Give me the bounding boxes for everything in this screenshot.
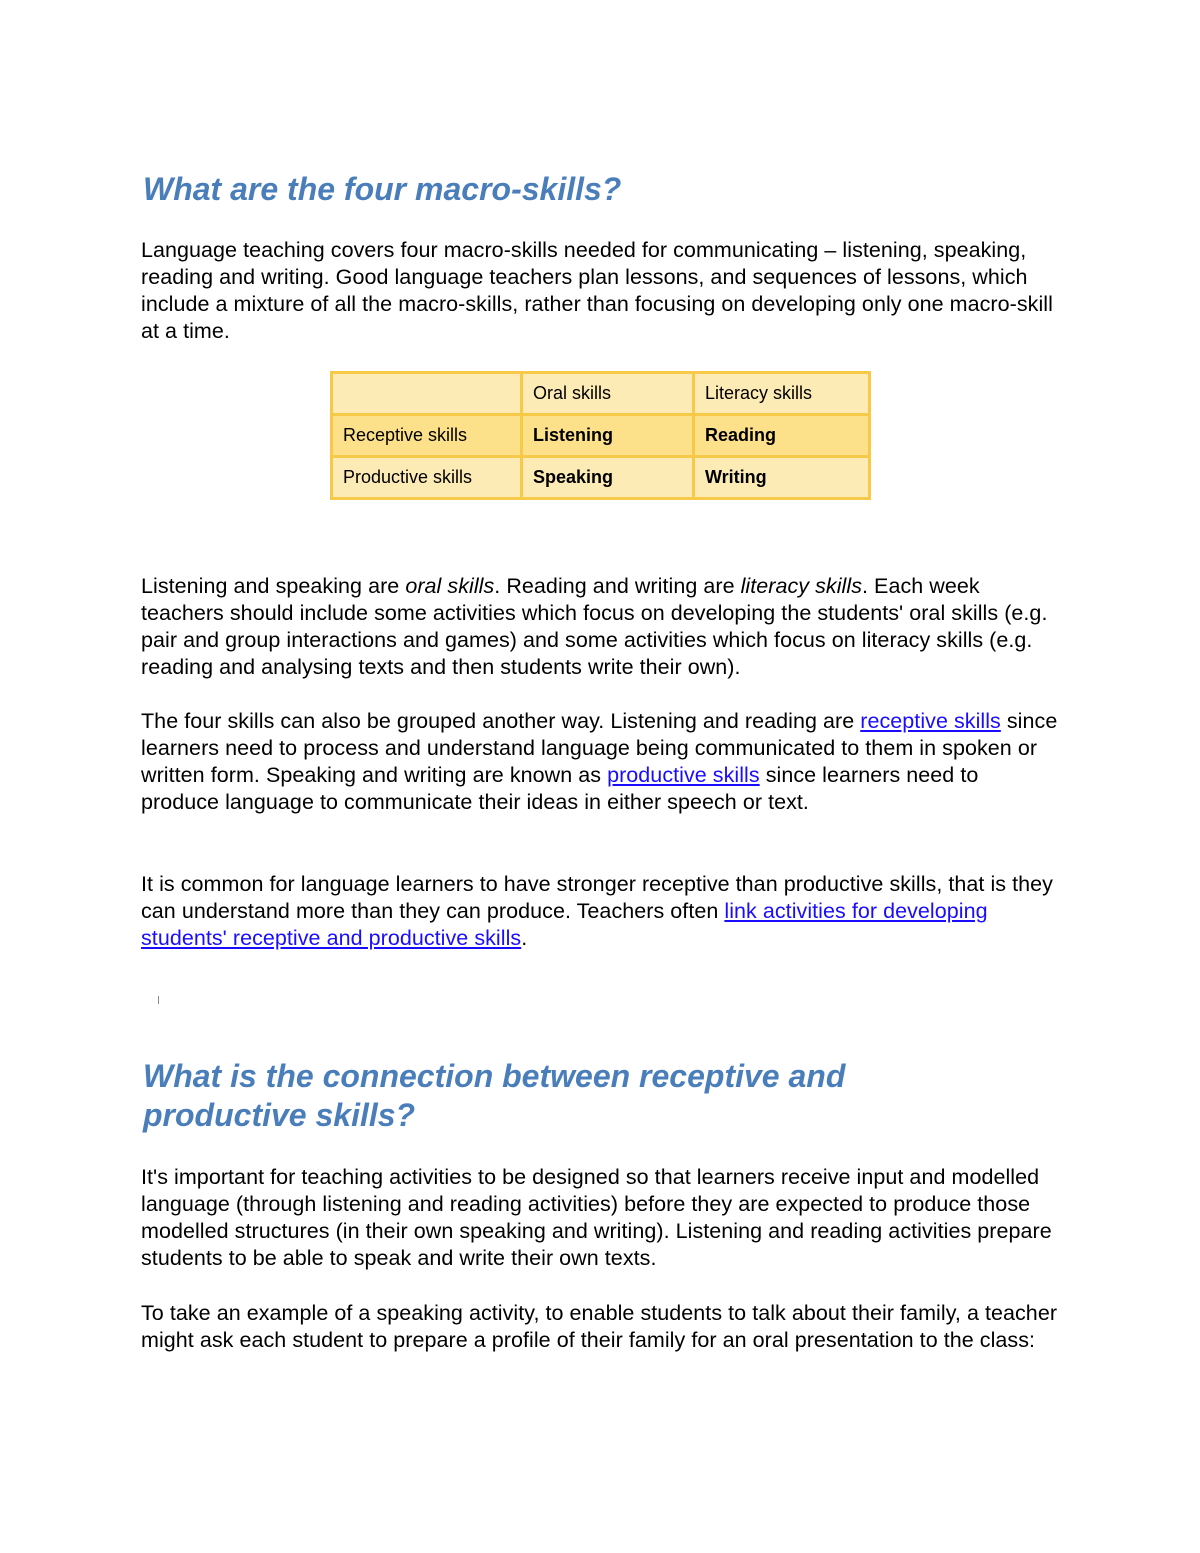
table-cell-reading: Reading [694,415,870,457]
stray-mark [158,996,159,1004]
table-row-label: Receptive skills [332,415,522,457]
table-cell-writing: Writing [694,457,870,499]
table-header-row [332,373,870,415]
input-modelled-language-paragraph: It's important for teaching activities to be designed so that learners receive input and modelled language (through listening and reading activities) before they are expected to produce those modelled structures (in their own speaking and writing). Listening and reading activities prepare students to be able to speak and write their own texts. [141,1165,1052,1270]
table-header-literacy: Literacy skills [694,373,870,415]
receptive-productive-paragraph [141,708,1061,816]
emphasis-oral-skills: oral skills [405,574,495,598]
text-run: since learners need to process and understand language being communicated to them in spoken or written form. Speaking and writing are known as [141,709,1058,787]
emphasis-literacy-skills: literacy skills [740,574,863,598]
receptive-skills-link[interactable]: receptive skills [860,709,1001,733]
table-header-oral: Oral skills [522,373,694,415]
macro-skills-table [330,371,871,500]
text-run: . Each week teachers should include some activities which focus on developing the students' oral skills (e.g. pair and group interactions and games) and some activities which focus on literacy skills (e.g. reading and analysing texts and then students write their own). [141,574,1048,679]
table-row-label: Productive skills [332,457,522,499]
text-run: . [521,926,528,950]
oral-literacy-paragraph [141,573,1061,681]
section-heading-connection: What is the connection between receptive and productive skills? [143,1058,846,1133]
table-row-receptive [332,415,870,457]
text-run: since learners need to produce language to communicate their ideas in either speech or text. [141,763,979,814]
text-run: . Reading and writing are [494,574,741,598]
link-activities-link[interactable]: link activities for developing students' receptive and productive skills [141,899,988,950]
table-cell-corner [332,373,522,415]
text-run: The four skills can also be grouped another way. Listening and reading are [141,709,861,733]
text-run: Listening and speaking are [141,574,406,598]
table-cell-listening: Listening [522,415,694,457]
table-row-productive [332,457,870,499]
section-heading-macro-skills: What are the four macro-skills? [143,171,622,207]
text-run: It is common for language learners to have stronger receptive than productive skills, that is they can understand more than they can produce. Teachers often [141,872,1053,923]
productive-skills-link[interactable]: productive skills [607,763,760,787]
stronger-receptive-paragraph [141,871,1061,952]
speaking-activity-example-paragraph: To take an example of a speaking activity, to enable students to talk about their family, a teacher might ask each student to prepare a profile of their family for an oral presentation to the class: [141,1301,1058,1352]
intro-paragraph: Language teaching covers four macro-skills needed for communicating – listening, speaking, reading and writing. Good language teachers plan lessons, and sequences of lessons, which include a mixture of all the macro-skills, rather than focusing on developing only one macro-skill at a time. [141,238,1053,343]
table-cell-speaking: Speaking [522,457,694,499]
